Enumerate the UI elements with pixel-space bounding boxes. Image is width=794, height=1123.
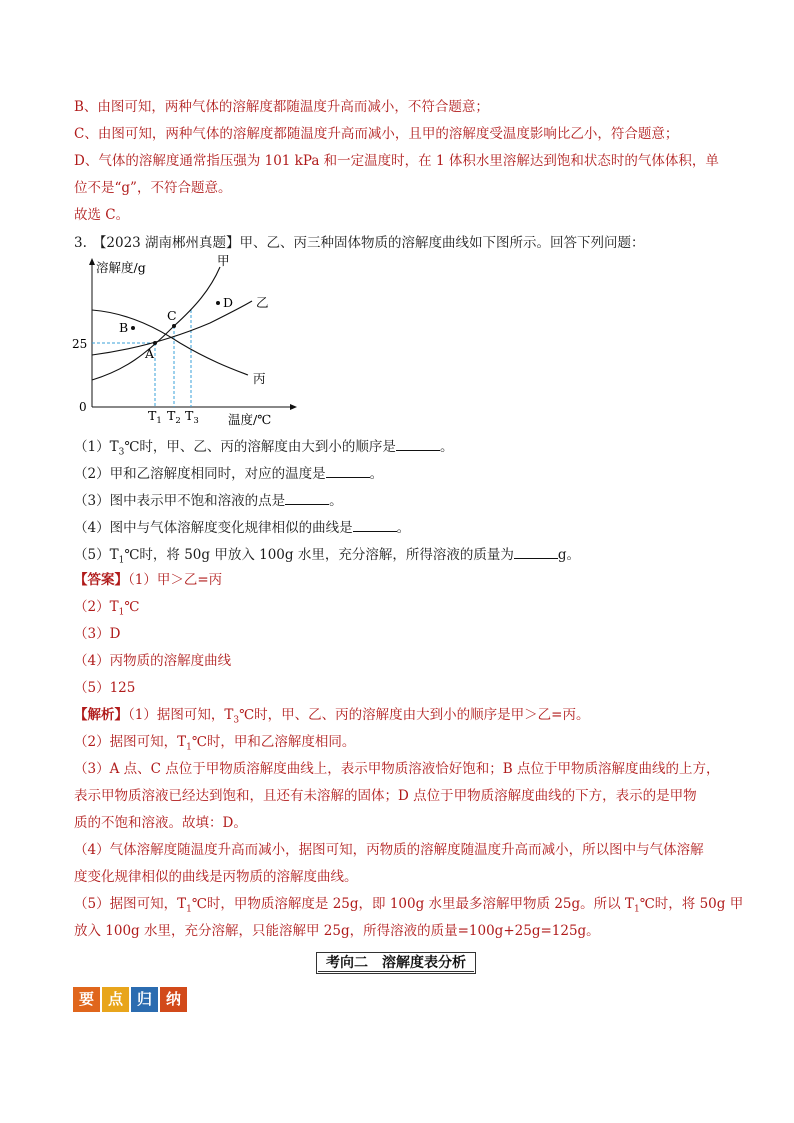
sub-question-2: （2）甲和乙溶解度相同时，对应的温度是 。 <box>74 463 383 483</box>
point-a-label: A <box>145 346 155 361</box>
point-c <box>172 324 176 328</box>
x-tick-t3: $T_3$ <box>185 408 199 426</box>
analysis-line-3c: 质的不饱和溶液。故填：D。 <box>74 815 247 831</box>
key-points-banner <box>73 987 187 1012</box>
analysis-line-5b: 放入 100g 水里，充分溶解，只能溶解甲 25g，所得溶液的质量=100g+25g=125g。 <box>74 923 600 939</box>
answer-line-4: （4）丙物质的溶解度曲线 <box>74 653 232 669</box>
point-a <box>153 341 157 345</box>
point-d <box>216 301 220 305</box>
point-b <box>131 326 135 330</box>
key-points-tile: 要 <box>73 987 100 1012</box>
curve-jia <box>92 267 220 380</box>
analysis-line-5a: （5）据图可知，$T_1℃$时，甲物质溶解度是 25g，即 100g 水里最多溶解甲物质 25g。所以 $T_1℃$时，将 50g 甲 <box>74 896 744 915</box>
curve-label-yi: 乙 <box>256 295 269 310</box>
solution-option-d-line2: 位不是“g”，不符合题意。 <box>74 180 232 196</box>
x-axis-arrow <box>290 404 297 410</box>
sub-question-5: $(5)T_1℃$时，将 50g 甲放入 100g 水里，充分溶解，所得溶液的质量为 g。 <box>74 544 580 570</box>
analysis-line-1: 【解析】（1）据图可知，$T_3℃$时，甲、乙、丙的溶解度由大到小的顺序是甲＞乙=丙。 <box>74 707 590 726</box>
analysis-line-4b: 度变化规律相似的曲线是丙物质的溶解度曲线。 <box>74 869 358 885</box>
sub-question-3: （3）图中表示甲不饱和溶液的点是 。 <box>74 490 343 510</box>
solution-option-b: B、由图可知，两种气体的溶解度都随温度升高而减小，不符合题意； <box>74 99 489 115</box>
answer-line-2: $(2)T_1℃$ <box>74 599 140 618</box>
key-points-tile: 纳 <box>160 987 187 1012</box>
y-axis-label: 溶解度/g <box>96 260 146 275</box>
analysis-line-3b: 表示甲物质溶液已经达到饱和，且还有未溶解的固体；D 点位于甲物质溶解度曲线的下方，表示的是甲物 <box>74 788 697 804</box>
answer-blank <box>353 517 397 532</box>
solution-conclusion: 故选 C。 <box>74 207 130 223</box>
key-points-tile: 点 <box>102 987 129 1012</box>
y-tick-25: 25 <box>72 337 88 351</box>
curve-label-jia: 甲 <box>217 255 230 268</box>
answer-blank <box>326 463 370 478</box>
x-tick-t2: $T_2$ <box>167 408 181 426</box>
x-axis-label: 温度/℃ <box>228 412 272 427</box>
answer-line-1: 【答案】（1）甲＞乙=丙 <box>74 572 223 588</box>
answer-tag: 【答案】 <box>74 572 128 588</box>
analysis-line-2: （2）据图可知，$T_1℃$时，甲和乙溶解度相同。 <box>74 734 356 753</box>
point-d-label: D <box>223 295 234 310</box>
sub-question-1: $(1)T_3℃$时，甲、乙、丙的溶解度由大到小的顺序是 。 <box>74 436 453 462</box>
answer-line-3: （3）D <box>74 626 121 642</box>
topic-title: 考向二 溶解度表分析 <box>316 952 476 974</box>
question-source: 【2023 湖南郴州真题】 <box>92 235 240 251</box>
point-c-label: C <box>167 308 177 323</box>
solubility-chart <box>70 255 300 430</box>
y-axis-arrow <box>89 258 95 265</box>
key-points-tile: 归 <box>131 987 158 1012</box>
x-tick-t1: $T_1$ <box>148 408 162 426</box>
origin-label: 0 <box>79 400 87 414</box>
curve-label-bing: 丙 <box>253 371 266 386</box>
solution-option-d-line1: D、气体的溶解度通常指压强为 101 kPa 和一定温度时，在 1 体积水里溶解达到饱和状态时的气体体积，单 <box>74 153 719 169</box>
analysis-tag: 【解析】 <box>74 707 128 723</box>
answer-blank <box>514 544 558 559</box>
analysis-line-3a: （3）A 点、C 点位于甲物质溶解度曲线上，表示甲物质溶液恰好饱和；B 点位于甲物质溶解度曲线的上方， <box>74 761 720 777</box>
solution-option-c: C、由图可知，两种气体的溶解度都随温度升高而减小，且甲的溶解度受温度影响比乙小，符合题意； <box>74 126 679 142</box>
answer-blank <box>285 490 329 505</box>
question-header <box>74 234 645 252</box>
sub-question-4: （4）图中与气体溶解度变化规律相似的曲线是 。 <box>74 517 410 537</box>
question-stem: 甲、乙、丙三种固体物质的溶解度曲线如下图所示。回答下列问题： <box>239 235 645 251</box>
question-number: 3. <box>74 235 87 251</box>
answer-line-5: （5）125 <box>74 680 136 696</box>
analysis-line-4a: （4）气体溶解度随温度升高而减小，据图可知，丙物质的溶解度随温度升高而减小，所以图中与气体溶解 <box>74 842 704 858</box>
answer-blank <box>396 436 440 451</box>
point-b-label: B <box>119 320 129 335</box>
